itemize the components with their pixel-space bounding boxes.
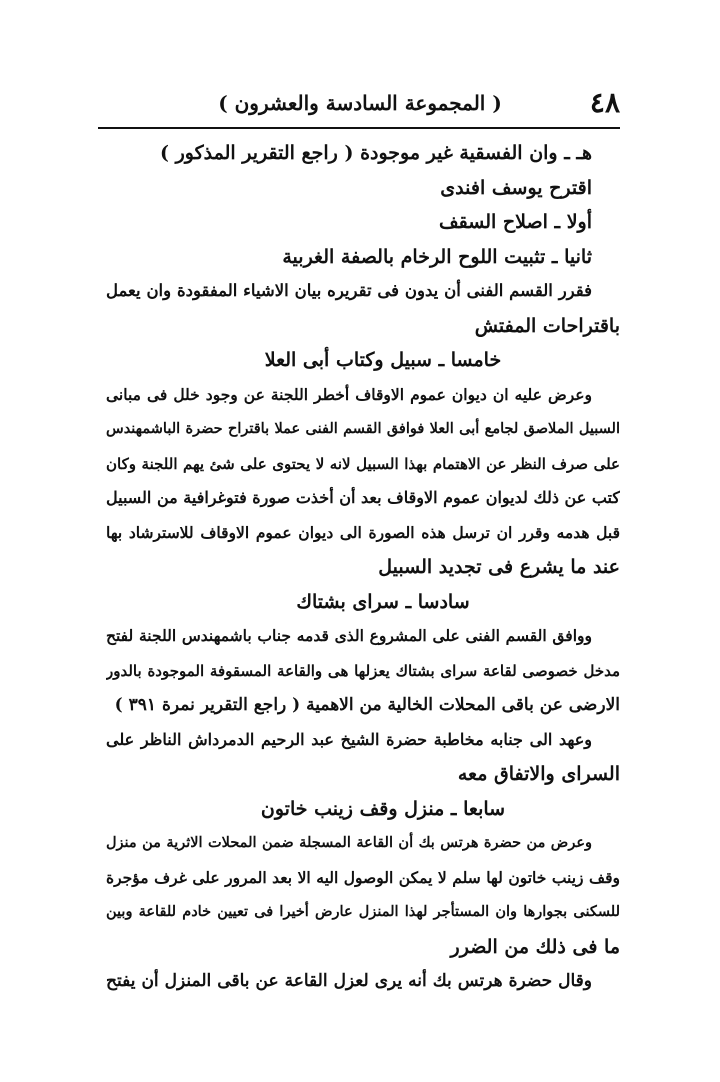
text-line: وعرض من حضرة هرتس بك أن القاعة المسجلة ضمن المحلات الاثرية من منزل [106,834,592,851]
text-line: السراى والاتفاق معه [457,763,620,785]
text-line: مدخل خصوصى لقاعة سراى بشتاك يعزلها هى والقاعة المسقوفة الموجودة بالدور [106,661,620,680]
section-heading: سابعا ـ منزل وقف زينب خاتون [260,797,506,820]
page-number: ٤٨ [589,86,620,119]
text-line: اقترح يوسف افندى [440,176,592,199]
text-line: قبل هدمه وقرر ان ترسل هذه الصورة الى ديوان عموم الاوقاف للاسترشاد بها [106,522,620,542]
text-line: أولا ـ اصلاح السقف [438,211,592,233]
text-line: وقف زينب خاتون لها سلم لا يمكن الوصول اليه الا بعد المرور على غرف مؤجرة [106,867,620,887]
text-line: ثانيا ـ تثبيت اللوح الرخام بالصفة الغربية [282,245,592,268]
text-line: باقتراحات المفتش [474,314,620,337]
header-rule [98,127,620,129]
text-line: هـ ـ وان الفسقية غير موجودة ( راجع التقرير المذكور ) [159,142,592,164]
text-line: السبيل الملاصق لجامع أبى العلا فوافق القسم الفنى عملا باقتراح حضرة الباشمهندس [106,420,620,437]
text-line: عند ما يشرع فى تجديد السبيل [378,556,620,578]
text-line: فقرر القسم الفنى أن يدون فى تقريره بيان الاشياء المفقودة وان يعمل [106,281,592,300]
text-line: للسكنى بجوارها وان المستأجر لهذا المنزل عارض أخيرا فى تعيين خادم للقاعة وبين [106,903,620,920]
page-header [100,86,620,120]
body-text [106,136,620,999]
text-line: على صرف النظر عن الاهتمام بهذا السبيل لانه لا يحتوى على شئ يهم اللجنة وكان [106,454,620,473]
text-line: كتب عن ذلك لديوان عموم الاوقاف بعد أن أخذت صورة فتوغرافية من السبيل [106,488,620,507]
text-line: وعرض عليه ان ديوان عموم الاوقاف أخطر اللجنة عن وجود خلل فى مبانى [106,384,592,404]
text-line: ما فى ذلك من الضرر [450,935,620,958]
section-heading: خامسا ـ سبيل وكتاب أبى العلا [264,349,502,371]
running-title: ( المجموعة السادسة والعشرون ) [218,91,502,115]
text-line: وقال حضرة هرتس بك أنه يرى لعزل القاعة عن باقى المنزل أن يفتح [106,971,592,991]
section-heading: سادسا ـ سراى بشتاك [296,590,470,613]
text-line: ووافق القسم الفنى على المشروع الذى قدمه جناب باشمهندس اللجنة لفتح [106,626,592,645]
text-line: الارضى عن باقى المحلات الخالية من الاهمية ( راجع التقرير نمرة ٣٩١ ) [114,695,620,715]
text-line: وعهد الى جنابه مخاطبة حضرة الشيخ عبد الرحيم الدمرداش الناظر على [106,729,592,749]
